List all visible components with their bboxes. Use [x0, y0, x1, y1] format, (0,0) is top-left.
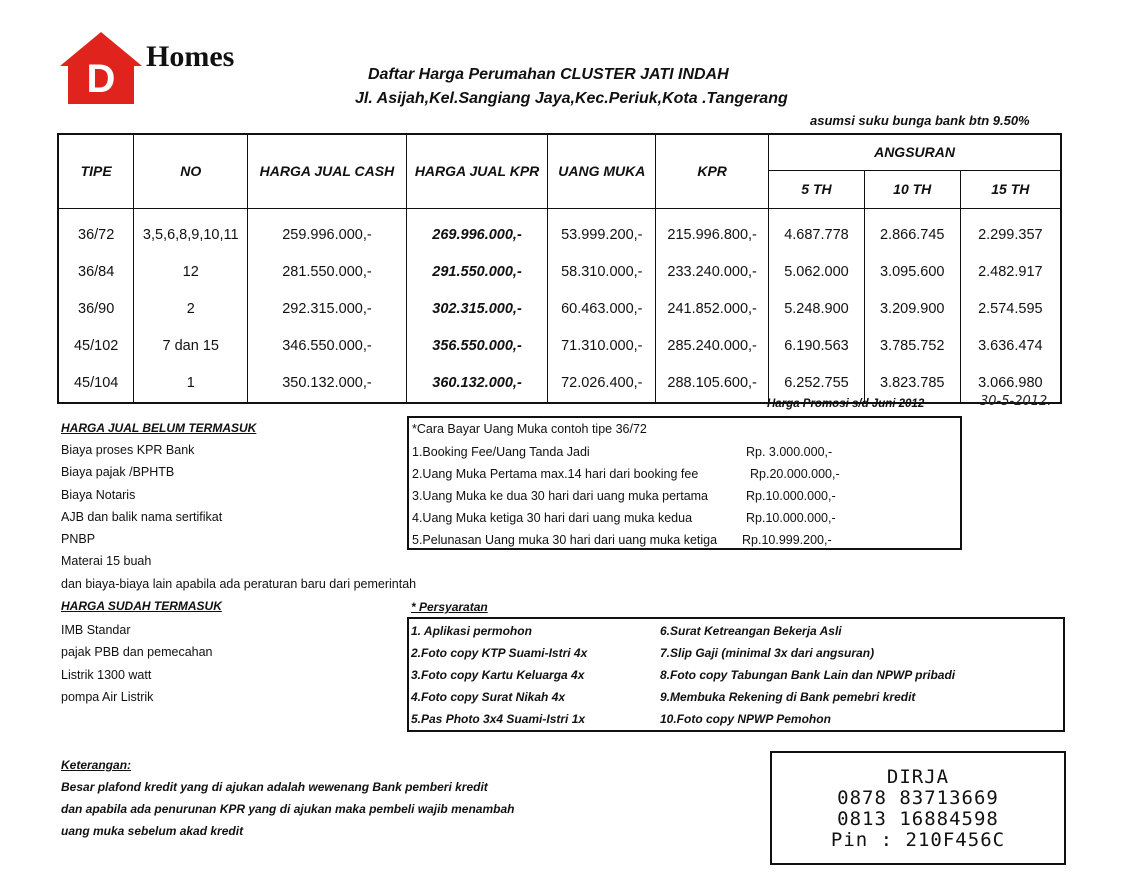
requirement-item: 10.Foto copy NPWP Pemohon	[660, 712, 831, 726]
payment-step	[412, 485, 957, 507]
cell-y15: 3.066.980	[960, 365, 1061, 403]
header-5th: 5 TH	[769, 170, 865, 208]
cell-y10: 2.866.745	[864, 208, 960, 254]
excluded-list	[61, 439, 416, 595]
cell-kpr-price: 356.550.000,-	[406, 328, 548, 365]
contact-phone: 0813 16884598	[837, 808, 999, 830]
table-row	[58, 291, 1061, 328]
requirements-box	[407, 617, 1065, 732]
list-item: Biaya proses KPR Bank	[61, 443, 195, 457]
logo-letter: D	[86, 57, 116, 101]
step-label: 3.Uang Muka ke dua 30 hari dari uang muka pertama	[412, 489, 709, 503]
included-heading: HARGA SUDAH TERMASUK	[61, 599, 222, 613]
cell-y5: 6.190.563	[769, 328, 865, 365]
promo-note: Harga Promosi s/d Juni 2012	[767, 398, 925, 410]
excluded-heading: HARGA JUAL BELUM TERMASUK	[61, 421, 257, 435]
header-10th: 10 TH	[864, 170, 960, 208]
requirement-item: 2.Foto copy KTP Suami-Istri 4x	[411, 646, 588, 660]
cell-no: 2	[134, 291, 248, 328]
cell-y15: 2.482.917	[960, 254, 1061, 291]
list-item: Biaya pajak /BPHTB	[61, 465, 175, 480]
cell-y10: 3.209.900	[864, 291, 960, 328]
contact-box	[770, 751, 1066, 865]
cell-kpr-price: 269.996.000,-	[406, 208, 548, 254]
step-amount: Rp.10.000.000,-	[746, 511, 836, 525]
payment-schedule-box	[407, 416, 962, 550]
price-table	[57, 133, 1062, 404]
requirement-item: 4.Foto copy Surat Nikah 4x	[411, 690, 566, 704]
brand-logo	[58, 30, 144, 110]
table-row	[58, 254, 1061, 291]
cell-tipe: 45/102	[58, 328, 134, 365]
header-angsuran: ANGSURAN	[769, 134, 1061, 170]
cell-kpr: 285.240.000,-	[656, 328, 769, 365]
requirement-item: 3.Foto copy Kartu Keluarga 4x	[411, 668, 585, 682]
requirement-item: 9.Membuka Rekening di Bank pemebri kredit	[660, 690, 916, 704]
payment-step	[412, 529, 957, 551]
cell-y15: 2.574.595	[960, 291, 1061, 328]
table-row	[58, 328, 1061, 365]
contact-name: DIRJA	[886, 766, 950, 788]
interest-rate-note: asumsi suku bunga bank btn 9.50%	[810, 113, 1030, 128]
notes-heading: Keterangan:	[61, 758, 132, 772]
step-amount: Rp. 3.000.000,-	[746, 445, 833, 459]
cell-dp: 58.310.000,-	[548, 254, 656, 291]
cell-kpr-price: 360.132.000,-	[406, 365, 548, 403]
payment-title: *Cara Bayar Uang Muka contoh tipe 36/72	[412, 422, 647, 436]
list-item: AJB dan balik nama sertifikat	[61, 509, 223, 524]
cell-cash: 259.996.000,-	[248, 208, 407, 254]
step-label: 1.Booking Fee/Uang Tanda Jadi	[412, 445, 590, 459]
header-cash: HARGA JUAL CASH	[248, 134, 407, 208]
cell-y10: 3.095.600	[864, 254, 960, 291]
cell-cash: 346.550.000,-	[248, 328, 407, 365]
header-15th: 15 TH	[960, 170, 1061, 208]
address: Jl. Asijah,Kel.Sangiang Jaya,Kec.Periuk,Kota .Tangerang	[355, 90, 788, 107]
cell-y5: 4.687.778	[769, 208, 865, 254]
cell-kpr: 241.852.000,-	[656, 291, 769, 328]
payment-step	[412, 463, 957, 485]
note-line: dan apabila ada penurunan KPR yang di ajukan maka pembeli wajib menambah	[61, 802, 515, 816]
note-line: Besar plafond kredit yang di ajukan adalah wewenang Bank pemberi kredit	[61, 780, 488, 794]
cell-kpr: 233.240.000,-	[656, 254, 769, 291]
brand-name: Homes	[146, 40, 235, 73]
cell-dp: 72.026.400,-	[548, 365, 656, 403]
cell-y5: 5.062.000	[769, 254, 865, 291]
payment-step	[412, 441, 957, 463]
list-item: Biaya Notaris	[61, 487, 136, 502]
contact-pin: Pin : 210F456C	[830, 829, 1006, 851]
cell-kpr-price: 291.550.000,-	[406, 254, 548, 291]
cell-kpr-price: 302.315.000,-	[406, 291, 548, 328]
requirement-item: 5.Pas Photo 3x4 Suami-Istri 1x	[411, 712, 586, 726]
step-label: 4.Uang Muka ketiga 30 hari dari uang muka kedua	[412, 511, 693, 525]
header-tipe: TIPE	[58, 134, 134, 208]
requirements-heading: * Persyaratan	[411, 600, 488, 614]
step-amount: Rp.20.000.000,-	[750, 467, 840, 481]
requirement-item: 8.Foto copy Tabungan Bank Lain dan NPWP pribadi	[660, 668, 956, 682]
signature-date: 30-5-2012.	[980, 394, 1052, 409]
list-item: IMB Standar	[61, 623, 131, 637]
cell-dp: 53.999.200,-	[548, 208, 656, 254]
table-row	[58, 365, 1061, 403]
cell-dp: 60.463.000,-	[548, 291, 656, 328]
cell-kpr: 215.996.800,-	[656, 208, 769, 254]
cell-dp: 71.310.000,-	[548, 328, 656, 365]
cell-tipe: 45/104	[58, 365, 134, 403]
list-item: dan biaya-biaya lain apabila ada peraturan baru dari pemerintah	[61, 576, 417, 591]
list-item: Materai 15 buah	[61, 554, 152, 569]
header-kpr-price: HARGA JUAL KPR	[406, 134, 548, 208]
cell-no: 3,5,6,8,9,10,11	[134, 208, 248, 254]
house-logo-icon	[58, 30, 144, 110]
list-item: pajak PBB dan pemecahan	[61, 645, 213, 660]
list-item: pompa Air Listrik	[61, 689, 154, 704]
cell-tipe: 36/84	[58, 254, 134, 291]
step-amount: Rp.10.999.200,-	[742, 533, 832, 547]
step-label: 2.Uang Muka Pertama max.14 hari dari booking fee	[412, 467, 699, 481]
cell-y10: 3.823.785	[864, 365, 960, 403]
requirement-item: 1. Aplikasi permohon	[411, 624, 532, 638]
cell-tipe: 36/90	[58, 291, 134, 328]
header-dp: UANG MUKA	[548, 134, 656, 208]
step-amount: Rp.10.000.000,-	[746, 489, 836, 503]
requirement-item: 6.Surat Ketreangan Bekerja Asli	[660, 624, 842, 638]
cell-y5: 5.248.900	[769, 291, 865, 328]
cell-cash: 292.315.000,-	[248, 291, 407, 328]
list-item: PNBP	[61, 532, 96, 547]
cell-y10: 3.785.752	[864, 328, 960, 365]
header-no: NO	[134, 134, 248, 208]
cell-cash: 350.132.000,-	[248, 365, 407, 403]
cell-no: 12	[134, 254, 248, 291]
cell-no: 1	[134, 365, 248, 403]
payment-step	[412, 507, 957, 529]
cell-kpr: 288.105.600,-	[656, 365, 769, 403]
requirement-item: 7.Slip Gaji (minimal 3x dari angsuran)	[660, 646, 875, 660]
cell-cash: 281.550.000,-	[248, 254, 407, 291]
header-kpr: KPR	[656, 134, 769, 208]
list-item: Listrik 1300 watt	[61, 667, 152, 682]
notes-list	[61, 776, 514, 842]
step-label: 5.Pelunasan Uang muka 30 hari dari uang muka ketiga	[412, 533, 718, 547]
cell-y15: 2.299.357	[960, 208, 1061, 254]
table-row	[58, 208, 1061, 254]
note-line: uang muka sebelum akad kredit	[61, 824, 244, 838]
cell-y5: 6.252.755	[769, 365, 865, 403]
cell-y15: 3.636.474	[960, 328, 1061, 365]
cell-tipe: 36/72	[58, 208, 134, 254]
cell-no: 7 dan 15	[134, 328, 248, 365]
included-list	[61, 619, 213, 708]
page-title: Daftar Harga Perumahan CLUSTER JATI INDAH	[368, 66, 729, 83]
contact-phone: 0878 83713669	[837, 787, 999, 809]
